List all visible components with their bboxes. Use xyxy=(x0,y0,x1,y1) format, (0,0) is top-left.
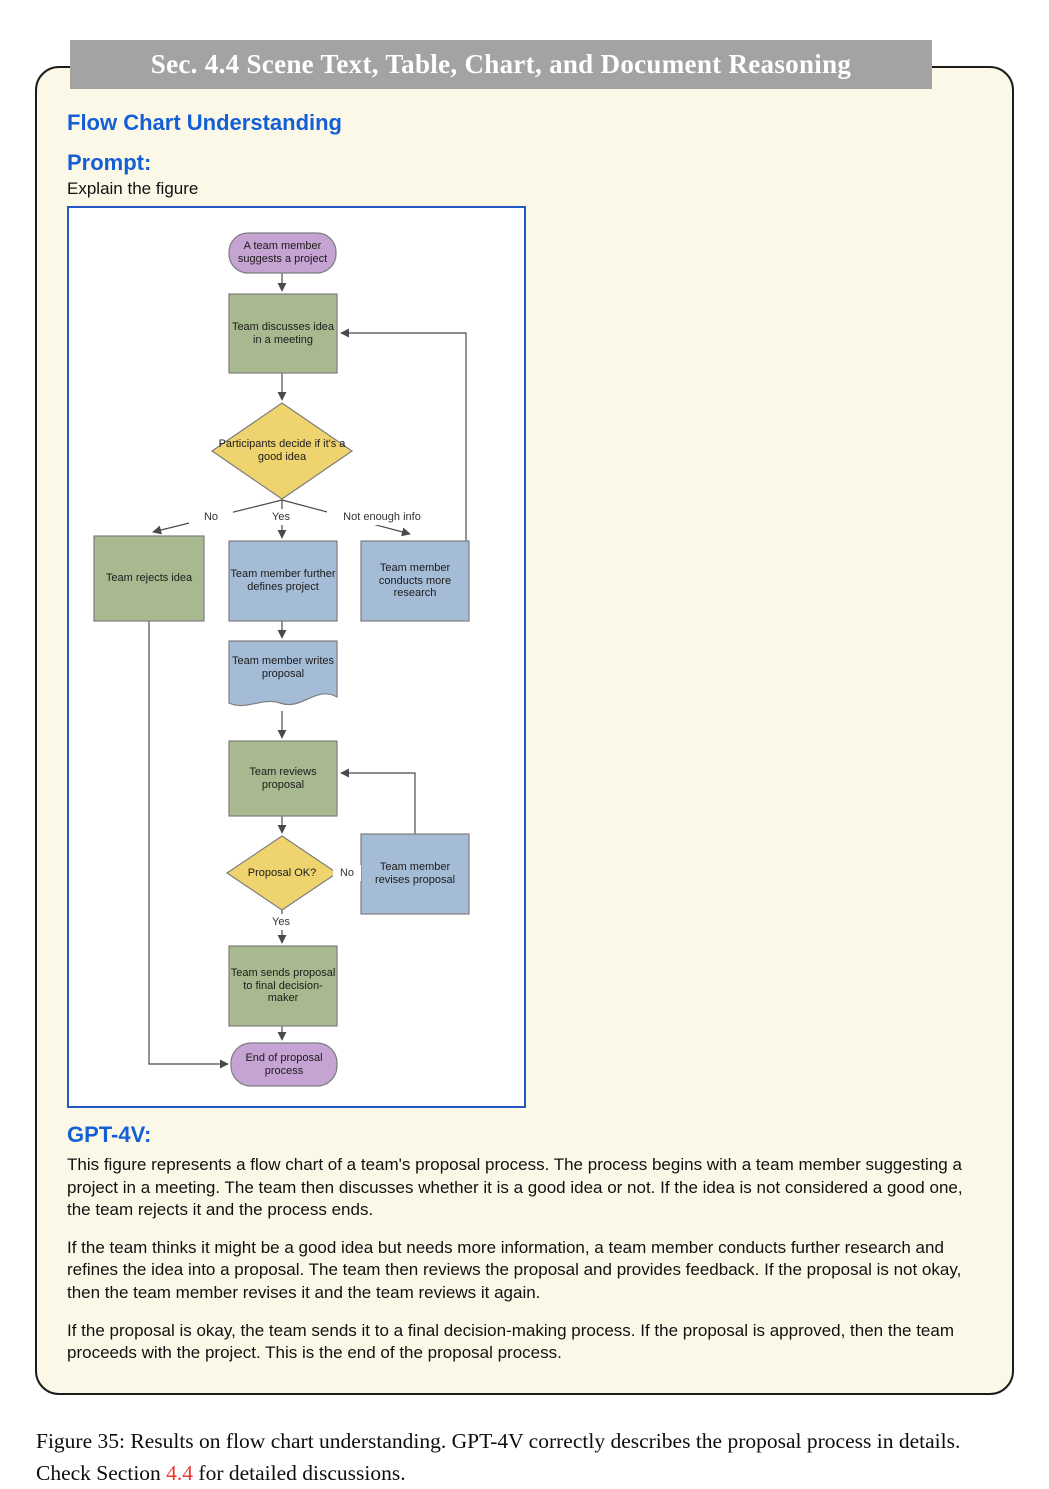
node-decide-label: Participants decide if it's a good idea xyxy=(218,438,346,463)
figure-caption-tail: for detailed discussions. xyxy=(193,1461,406,1486)
edge-label-yes-2: Yes xyxy=(259,914,303,930)
content-panel xyxy=(35,66,1014,1395)
section-reference-link[interactable]: 4.4 xyxy=(166,1461,194,1486)
figure-caption-text: Figure 35: Results on flow chart understanding. GPT-4V correctly describes the proposal process in details. Check Section xyxy=(36,1428,961,1486)
section-header-title: Sec. 4.4 Scene Text, Table, Chart, and Document Reasoning xyxy=(150,49,852,79)
edge-label-not-enough-info: Not enough info xyxy=(327,509,437,525)
node-review-label: Team reviews proposal xyxy=(249,765,317,791)
edge-label-yes-1: Yes xyxy=(259,509,303,525)
node-revise-label: Team member revises proposal xyxy=(374,861,456,886)
node-write-label: Team member writes proposal xyxy=(231,655,335,680)
flowchart-figure xyxy=(67,206,526,1108)
gpt4v-answer xyxy=(67,1154,982,1365)
edge-label-no-2: No xyxy=(333,865,361,881)
node-research-label: Team member conducts more research xyxy=(378,561,452,600)
edge-revise-review xyxy=(341,773,415,834)
gpt4v-paragraph-2: If the team thinks it might be a good idea but needs more information, a team member conducts further research and refines the idea into a proposal. The team then reviews the proposal and provides feedback. If the proposal is not okay, then the team member revises it and the team reviews it again. xyxy=(67,1237,962,1303)
gpt4v-paragraph-3: If the proposal is okay, the team sends it to a final decision-making process. If the proposal is approved, then the team proceeds with the project. This is the end of the proposal process. xyxy=(67,1320,955,1363)
figure-caption xyxy=(36,1425,1013,1489)
gpt4v-label: GPT-4V: xyxy=(67,1122,152,1147)
node-send-label: Team sends proposal to final decision-maker xyxy=(230,966,336,1005)
subsection-title: Flow Chart Understanding xyxy=(67,110,342,135)
section-header-bar xyxy=(70,40,932,89)
gpt4v-paragraph-1: This figure represents a flow chart of a team's proposal process. The process begins with a team member suggesting a project in a meeting. The team then discusses whether it is a good idea or not. If the idea is not considered a good one, the team rejects it and the process ends. xyxy=(67,1155,963,1220)
node-define-label: Team member further defines project xyxy=(230,568,336,593)
node-ok-label: Proposal OK? xyxy=(247,866,317,879)
node-reject-label: Team rejects idea xyxy=(105,572,193,585)
node-start-label: A team member suggests a project xyxy=(237,240,328,265)
node-end-label: End of proposal process xyxy=(245,1051,323,1077)
edge-reject-end xyxy=(149,621,228,1064)
prompt-text: Explain the figure xyxy=(67,179,199,198)
prompt-label: Prompt: xyxy=(67,150,152,175)
node-discuss-label: Team discusses idea in a meeting xyxy=(231,320,335,346)
edge-label-no-1: No xyxy=(189,509,233,525)
